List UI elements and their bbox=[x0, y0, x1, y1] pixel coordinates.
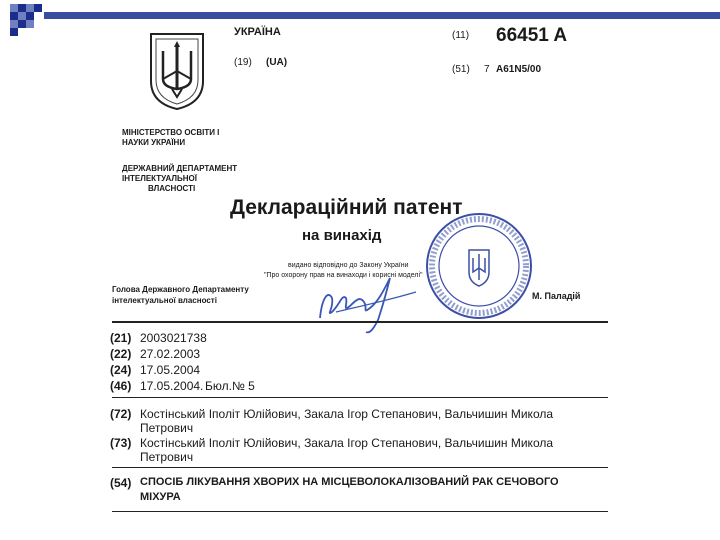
ministry-line-1: МІНІСТЕРСТВО ОСВІТИ І bbox=[122, 128, 220, 137]
field-code: (21) bbox=[110, 331, 132, 345]
ministry-line-2: НАУКИ УКРАЇНИ bbox=[122, 138, 186, 147]
invention-code: (54) bbox=[110, 476, 132, 490]
inventors-line-1: Костінський Іполіт Юлійович, Закала Ігор Степанович, Вальчишин Микола bbox=[140, 407, 554, 421]
signatory-role-line-1: Голова Державного Департаменту bbox=[112, 285, 249, 294]
field-value: 17.05.2004 bbox=[140, 363, 201, 377]
field-code: (46) bbox=[110, 379, 132, 393]
inventors-line-2: Петрович bbox=[140, 421, 194, 435]
bulletin-number: Бюл.№ 5 bbox=[205, 379, 255, 393]
handwritten-signature-icon bbox=[312, 268, 422, 338]
patent-number: 66451 A bbox=[496, 25, 568, 46]
invention-title-line-2: МІХУРА bbox=[140, 491, 181, 503]
issued-note-line-1: видано відповідно до Закону України bbox=[288, 262, 409, 269]
country-code-label: (19) bbox=[234, 57, 252, 68]
field-code: (22) bbox=[110, 347, 132, 361]
document-subtitle: на винахід bbox=[302, 227, 382, 244]
department-line-2: ІНТЕЛЕКТУАЛЬНОЇ bbox=[122, 174, 197, 183]
owners-code: (73) bbox=[110, 436, 132, 450]
department-line-1: ДЕРЖАВНИЙ ДЕПАРТАМЕНТ bbox=[122, 164, 238, 173]
country-code: (UA) bbox=[266, 57, 288, 68]
field-value: 17.05.2004. bbox=[140, 379, 204, 393]
divider-top bbox=[112, 321, 608, 323]
divider bbox=[112, 397, 608, 398]
divider bbox=[112, 467, 608, 468]
field-value: 2003021738 bbox=[140, 331, 207, 345]
official-stamp-icon bbox=[424, 210, 534, 322]
inventors-code: (72) bbox=[110, 407, 132, 421]
signatory-role-line-2: інтелектуальної власності bbox=[112, 296, 217, 305]
owners-line-1: Костінський Іполіт Юлійович, Закала Ігор Степанович, Вальчишин Микола bbox=[140, 436, 554, 450]
ipc-label: (51) bbox=[452, 64, 470, 75]
divider-bottom bbox=[112, 511, 608, 512]
department-line-3: ВЛАСНОСТІ bbox=[148, 184, 196, 193]
field-code: (24) bbox=[110, 363, 132, 377]
ipc-code: A61N5/00 bbox=[496, 64, 542, 75]
country-name: УКРАЇНА bbox=[234, 26, 281, 38]
trident-emblem-icon bbox=[148, 31, 206, 111]
field-value: 27.02.2003 bbox=[140, 347, 201, 361]
ipc-edition: 7 bbox=[484, 64, 490, 75]
owners-line-2: Петрович bbox=[140, 450, 194, 464]
issued-note-line-2: "Про охорону прав на винаходи і корисні моделі" bbox=[264, 272, 423, 279]
invention-title-line-1: СПОСІБ ЛІКУВАННЯ ХВОРИХ НА МІСЦЕВОЛОКАЛІЗОВАНИЙ РАК СЕЧОВОГО bbox=[140, 476, 559, 488]
patent-number-label: (11) bbox=[452, 30, 470, 41]
signatory-name: М. Паладій bbox=[532, 291, 581, 301]
document-title: Деклараційний патент bbox=[230, 196, 463, 219]
